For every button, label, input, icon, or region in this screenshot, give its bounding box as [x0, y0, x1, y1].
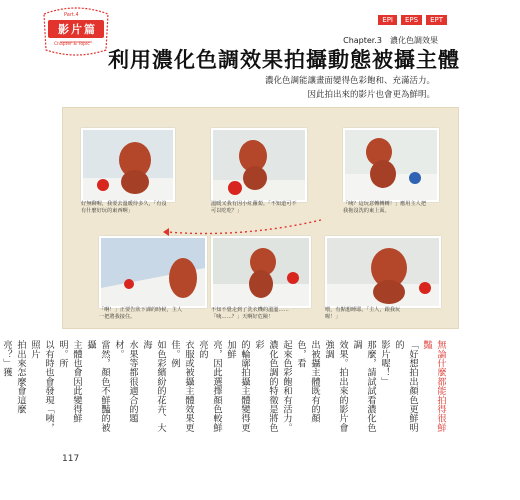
caption-3: 「咦？這玩意轉轉轉！」應用主人把我拖沒洗的東上面。 — [343, 201, 427, 214]
photo-1 — [81, 128, 175, 202]
body-text — [0, 340, 447, 432]
body-heading: 無論什麼都能拍得很鮮豔 — [421, 340, 446, 432]
body-line: 影片喔！」 — [379, 340, 390, 386]
sequence-connector — [163, 216, 323, 238]
stamp-title: 影片篇 — [58, 23, 97, 36]
body-line: 出被攝主體既有的顏色，看 — [295, 340, 320, 423]
caption-4: 「啊！」正要告狀下課的時候，主人一把將我接住。 — [99, 307, 183, 320]
tag-ept: EPT — [426, 15, 447, 25]
page-title: 利用濃化色調效果拍攝動態被攝主體 — [108, 48, 460, 72]
photo-sequence-panel — [62, 107, 459, 329]
stamp-part: Part.4 — [64, 12, 79, 18]
body-line: 的輪廓拍攝主體變得更加鮮 — [225, 340, 250, 432]
photo-2 — [211, 128, 307, 202]
page-subtitle — [265, 74, 435, 102]
subtitle-line-2: 因此拍出來的影片也會更為鮮明。 — [307, 90, 435, 100]
caption-1: 好無聊喔，我要去溫暖待多久，「有沒有什麼好玩的東西啊」 — [81, 201, 167, 214]
photo-4 — [99, 236, 207, 308]
stamp-sub: Chapter & Topic — [54, 42, 90, 47]
chapter-label: Chapter.3 濃化色調效果 — [343, 36, 438, 45]
caption-5: 不知不覺走到了洗衣機的溫溫……「咦……？」天啊好危險！ — [211, 307, 289, 320]
body-line: 衣服或被攝主體效果更佳。例 — [169, 340, 194, 432]
photo-3 — [343, 128, 439, 202]
photo-6 — [325, 236, 441, 308]
photo-5 — [211, 236, 311, 308]
body-line: 如色彩繽紛的花卉、大海 — [141, 340, 166, 432]
body-line: 濃化色調的特徵是將色彩 — [253, 340, 278, 432]
body-line: 亮，因此選擇顏色較鮮亮的 — [197, 340, 222, 432]
body-line: 「好想拍出顏色更鮮明的 — [393, 340, 418, 432]
tag-epi: EPI — [378, 15, 397, 25]
body-line: 以有時也會發現「咦，照片 — [29, 340, 54, 432]
tag-eps: EPS — [401, 15, 422, 25]
body-line: 那麼，請試試看濃化色調 — [351, 340, 376, 432]
body-line: 主體也會因此變得鮮明。所 — [57, 340, 82, 423]
page-number: 117 — [62, 454, 80, 464]
caption-2: 溫暖又我有因小紅蘿蔔。「不知道可不可以吃吃？」 — [211, 201, 297, 214]
body-line: 當然，顏色不鮮豔的被攝 — [85, 340, 110, 432]
body-line: 效果。拍出來的影片會強調 — [323, 340, 348, 432]
body-line: 起來色彩飽和有活力。 — [281, 340, 292, 432]
body-line: 拍出來怎麼會這麼亮？」獲 — [1, 340, 26, 414]
mode-tags — [378, 15, 447, 25]
body-line: 水果等都很適合的題材。 — [113, 340, 138, 423]
caption-6: 喂，有點想睡耶。「主人，跟我玩喔！」 — [325, 307, 401, 320]
section-stamp-logo — [40, 6, 112, 58]
subtitle-line-1: 濃化色調能讓畫面變得色彩飽和、充滿活力。 — [264, 76, 435, 86]
